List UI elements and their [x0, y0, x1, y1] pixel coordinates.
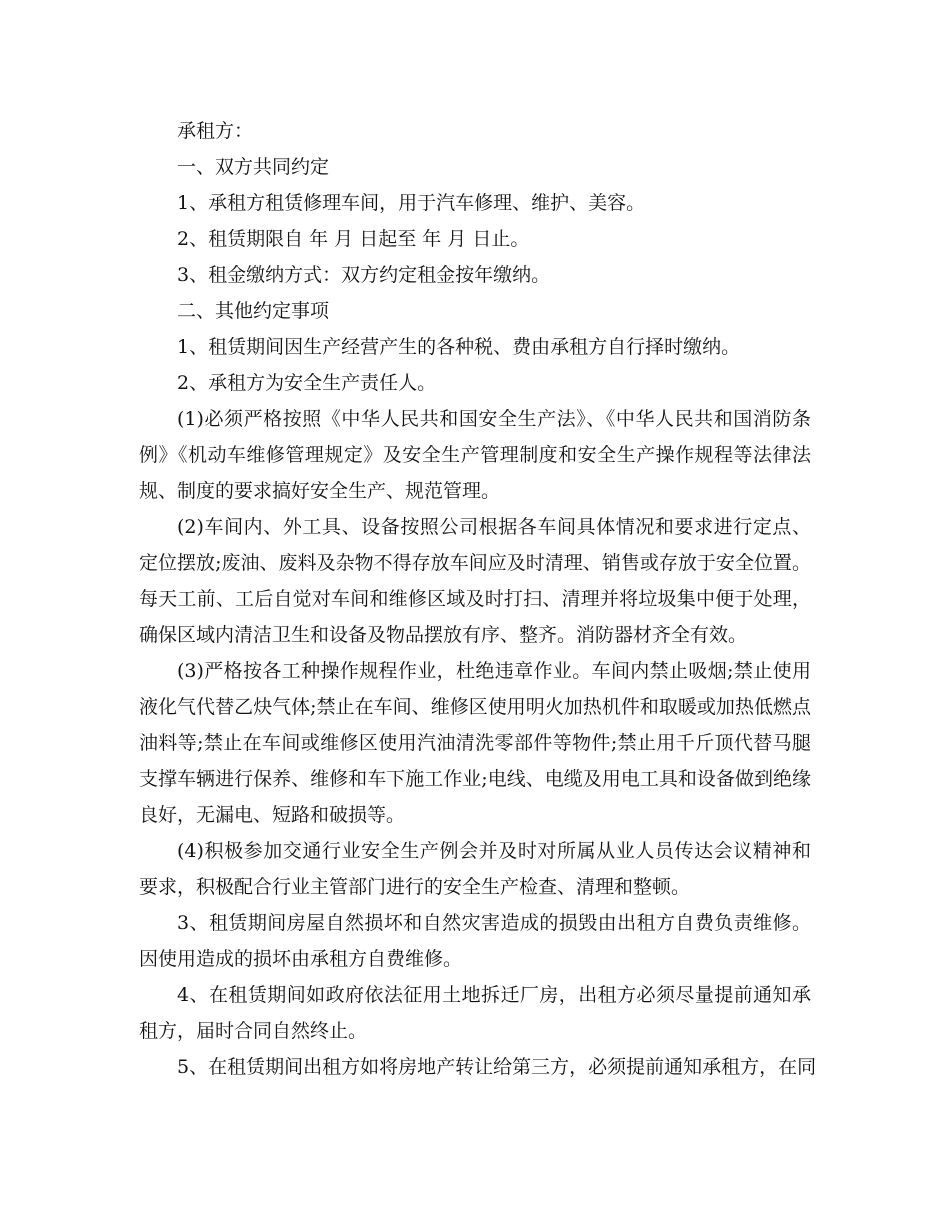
paragraph-rent-payment: 3、租金缴纳方式：双方约定租金按年缴纳。: [177, 264, 551, 286]
paragraph-workshop-use: 1、承租方租赁修理车间，用于汽车修理、维护、美容。: [177, 192, 646, 214]
paragraph-safety-responsibility: 2、承租方为安全生产责任人。: [177, 372, 437, 394]
paragraph-house-damage: 3、租赁期间房屋自然损坏和自然灾害造成的损毁由出租方自费负责维修。因使用造成的损坏由承租方自费维修。: [139, 912, 811, 970]
paragraph-government-requisition: 4、在租赁期间如政府依法征用土地拆迁厂房，出租方必须尽量提前通知承租方，届时合同自然终止。: [139, 984, 811, 1042]
paragraph-lease-term: 2、租赁期限自 年 月 日起至 年 月 日止。: [177, 228, 530, 250]
paragraph-safety-item-1: (1)必须严格按照《中华人民共和国安全生产法》、《中华人民共和国消防条例》《机动车维修管理规定》及安全生产管理制度和安全生产操作规程等法律法规、制度的要求搞好安全生产、规范管理。: [139, 408, 811, 502]
paragraph-safety-item-2: (2)车间内、外工具、设备按照公司根据各车间具体情况和要求进行定点、定位摆放;废油、废料及杂物不得存放车间应及时清理、销售或存放于安全位置。每天工前、工后自觉对车间和维修区域及时打扫、清理并将垃圾集中便于处理，确保区域内清洁卫生和设备及物品摆放有序、整齐。消防器材齐全有效。: [139, 516, 811, 646]
section-heading-mutual-agreement: 一、双方共同约定: [177, 156, 330, 178]
document-body: [139, 113, 817, 1085]
paragraph-safety-item-3: (3)严格按各工种操作规程作业，杜绝违章作业。车间内禁止吸烟;禁止使用液化气代替乙炔气体;禁止在车间、维修区使用明火加热机件和取暖或加热低燃点油料等;禁止在车间或维修区使用汽油清洗零部件等物件;禁止用千斤顶代替马腿支撑车辆进行保养、维修和车下施工作业;电线、电缆及用电工具和设备做到绝缘良好，无漏电、短路和破损等。: [139, 660, 811, 826]
paragraph-safety-item-4: (4)积极参加交通行业安全生产例会并及时对所属从业人员传达会议精神和要求，积极配合行业主管部门进行的安全生产检查、清理和整顿。: [139, 840, 811, 898]
paragraph-taxes-fees: 1、租赁期间因生产经营产生的各种税、费由承租方自行择时缴纳。: [177, 336, 741, 358]
section-heading-other-matters: 二、其他约定事项: [177, 300, 330, 322]
paragraph-lessee-heading: 承租方：: [177, 120, 254, 142]
paragraph-property-transfer: 5、在租赁期间出租方如将房地产转让给第三方，必须提前通知承租方，在同: [177, 1056, 817, 1078]
